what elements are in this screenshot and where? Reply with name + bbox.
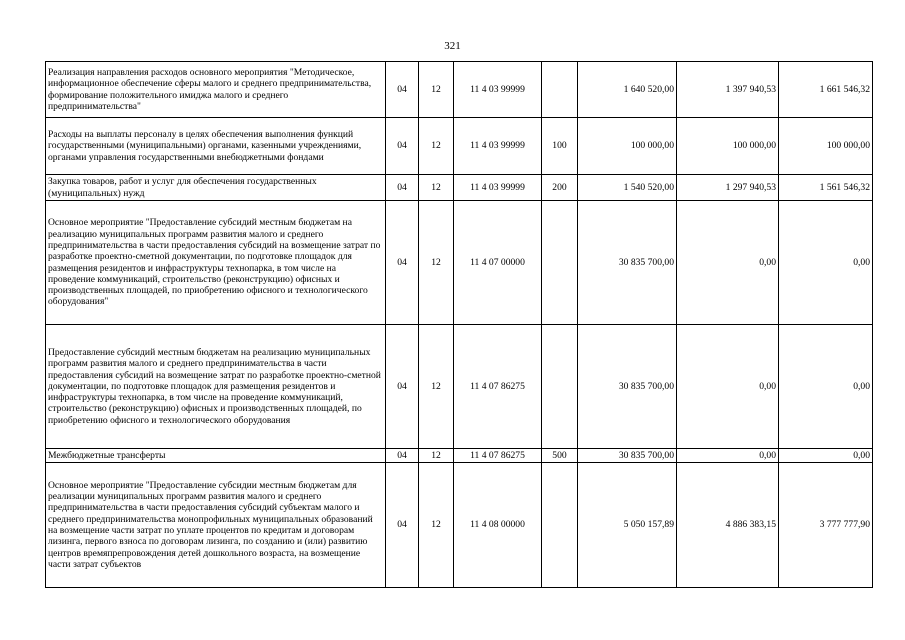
- cell-pr: 12: [419, 201, 454, 325]
- cell-rz: 04: [386, 118, 419, 175]
- cell-year3: 0,00: [779, 449, 873, 463]
- cell-year2: 1 297 940,53: [677, 175, 779, 201]
- row-name: Предоставление субсидий местным бюджетам на реализацию муниципальных программ развития малого и среднего предпринимательства в части предоставления субсидий на возмещение затрат по разработке проектно-сметной документации, по подготовке площадок для размещения резидентов и инфраструктуры технопарка, в том числе на проведение коммуникаций, строительство (реконструкцию) офисных и производственных площадей, по приобретению офисного и технологического оборудования: [46, 325, 386, 449]
- table-row: [46, 325, 873, 449]
- cell-csr: 11 4 03 99999: [454, 175, 542, 201]
- cell-year2: 1 397 940,53: [677, 62, 779, 118]
- cell-year2: 0,00: [677, 449, 779, 463]
- cell-year3: 1 661 546,32: [779, 62, 873, 118]
- cell-year3: 1 561 546,32: [779, 175, 873, 201]
- cell-year2: 0,00: [677, 201, 779, 325]
- cell-rz: 04: [386, 175, 419, 201]
- cell-year1: 1 540 520,00: [578, 175, 677, 201]
- cell-rz: 04: [386, 449, 419, 463]
- cell-year2: 4 886 383,15: [677, 463, 779, 588]
- cell-csr: 11 4 03 99999: [454, 118, 542, 175]
- cell-pr: 12: [419, 175, 454, 201]
- cell-csr: 11 4 08 00000: [454, 463, 542, 588]
- cell-csr: 11 4 07 86275: [454, 449, 542, 463]
- row-name: Расходы на выплаты персоналу в целях обеспечения выполнения функций государственными (муниципальными) органами, казенными учреждениями, органами управления государственными внебюджетными фондами: [46, 118, 386, 175]
- cell-year1: 30 835 700,00: [578, 201, 677, 325]
- cell-rz: 04: [386, 201, 419, 325]
- table-row: [46, 175, 873, 201]
- table-row: [46, 449, 873, 463]
- cell-pr: 12: [419, 463, 454, 588]
- cell-vr: 500: [542, 449, 578, 463]
- cell-vr: 100: [542, 118, 578, 175]
- cell-year1: 5 050 157,89: [578, 463, 677, 588]
- cell-vr: [542, 325, 578, 449]
- cell-rz: 04: [386, 325, 419, 449]
- cell-pr: 12: [419, 449, 454, 463]
- cell-vr: 200: [542, 175, 578, 201]
- row-name: Закупка товаров, работ и услуг для обеспечения государственных (муниципальных) нужд: [46, 175, 386, 201]
- cell-year1: 100 000,00: [578, 118, 677, 175]
- cell-year2: 100 000,00: [677, 118, 779, 175]
- cell-year3: 3 777 777,90: [779, 463, 873, 588]
- cell-year3: 0,00: [779, 201, 873, 325]
- row-name: Реализация направления расходов основного мероприятия "Методическое, информационное обеспечение сферы малого и среднего предпринимательства, формирование положительного имиджа малого и среднего предпринимательства": [46, 62, 386, 118]
- cell-pr: 12: [419, 62, 454, 118]
- cell-pr: 12: [419, 325, 454, 449]
- cell-vr: [542, 463, 578, 588]
- cell-rz: 04: [386, 62, 419, 118]
- cell-csr: 11 4 07 00000: [454, 201, 542, 325]
- table-row: [46, 118, 873, 175]
- cell-pr: 12: [419, 118, 454, 175]
- cell-csr: 11 4 07 86275: [454, 325, 542, 449]
- cell-year2: 0,00: [677, 325, 779, 449]
- table-row: [46, 62, 873, 118]
- cell-year1: 30 835 700,00: [578, 449, 677, 463]
- table-row: [46, 201, 873, 325]
- page-number: 321: [444, 40, 461, 52]
- cell-csr: 11 4 03 99999: [454, 62, 542, 118]
- cell-vr: [542, 201, 578, 325]
- cell-year3: 0,00: [779, 325, 873, 449]
- row-name: Межбюджетные трансферты: [46, 449, 386, 463]
- cell-year1: 30 835 700,00: [578, 325, 677, 449]
- row-name: Основное мероприятие "Предоставление субсидии местным бюджетам для реализации муниципальных программ развития малого и среднего предпринимательства в части предоставления субсидий субъектам малого и среднего предпринимательства монопрофильных муниципальных образований на возмещение части затрат по уплате процентов по кредитам и договорам лизинга, первого взноса по договорам лизинга, по созданию и (или) развитию центров времяпрепровождения детей дошкольного возраста, на возмещение части затрат субъектов: [46, 463, 386, 588]
- cell-year1: 1 640 520,00: [578, 62, 677, 118]
- budget-table: [45, 61, 873, 588]
- cell-year3: 100 000,00: [779, 118, 873, 175]
- cell-rz: 04: [386, 463, 419, 588]
- row-name: Основное мероприятие "Предоставление субсидий местным бюджетам на реализацию муниципальных программ развития малого и среднего предпринимательства в части предоставления субсидий на возмещение затрат по разработке проектно-сметной документации, по подготовке площадок для размещения резидентов и инфраструктуры технопарка, в том числе на проведение коммуникаций, строительство (реконструкцию) офисных и производственных площадей, по приобретению офисного и технологического оборудования": [46, 201, 386, 325]
- table-row: [46, 463, 873, 588]
- cell-vr: [542, 62, 578, 118]
